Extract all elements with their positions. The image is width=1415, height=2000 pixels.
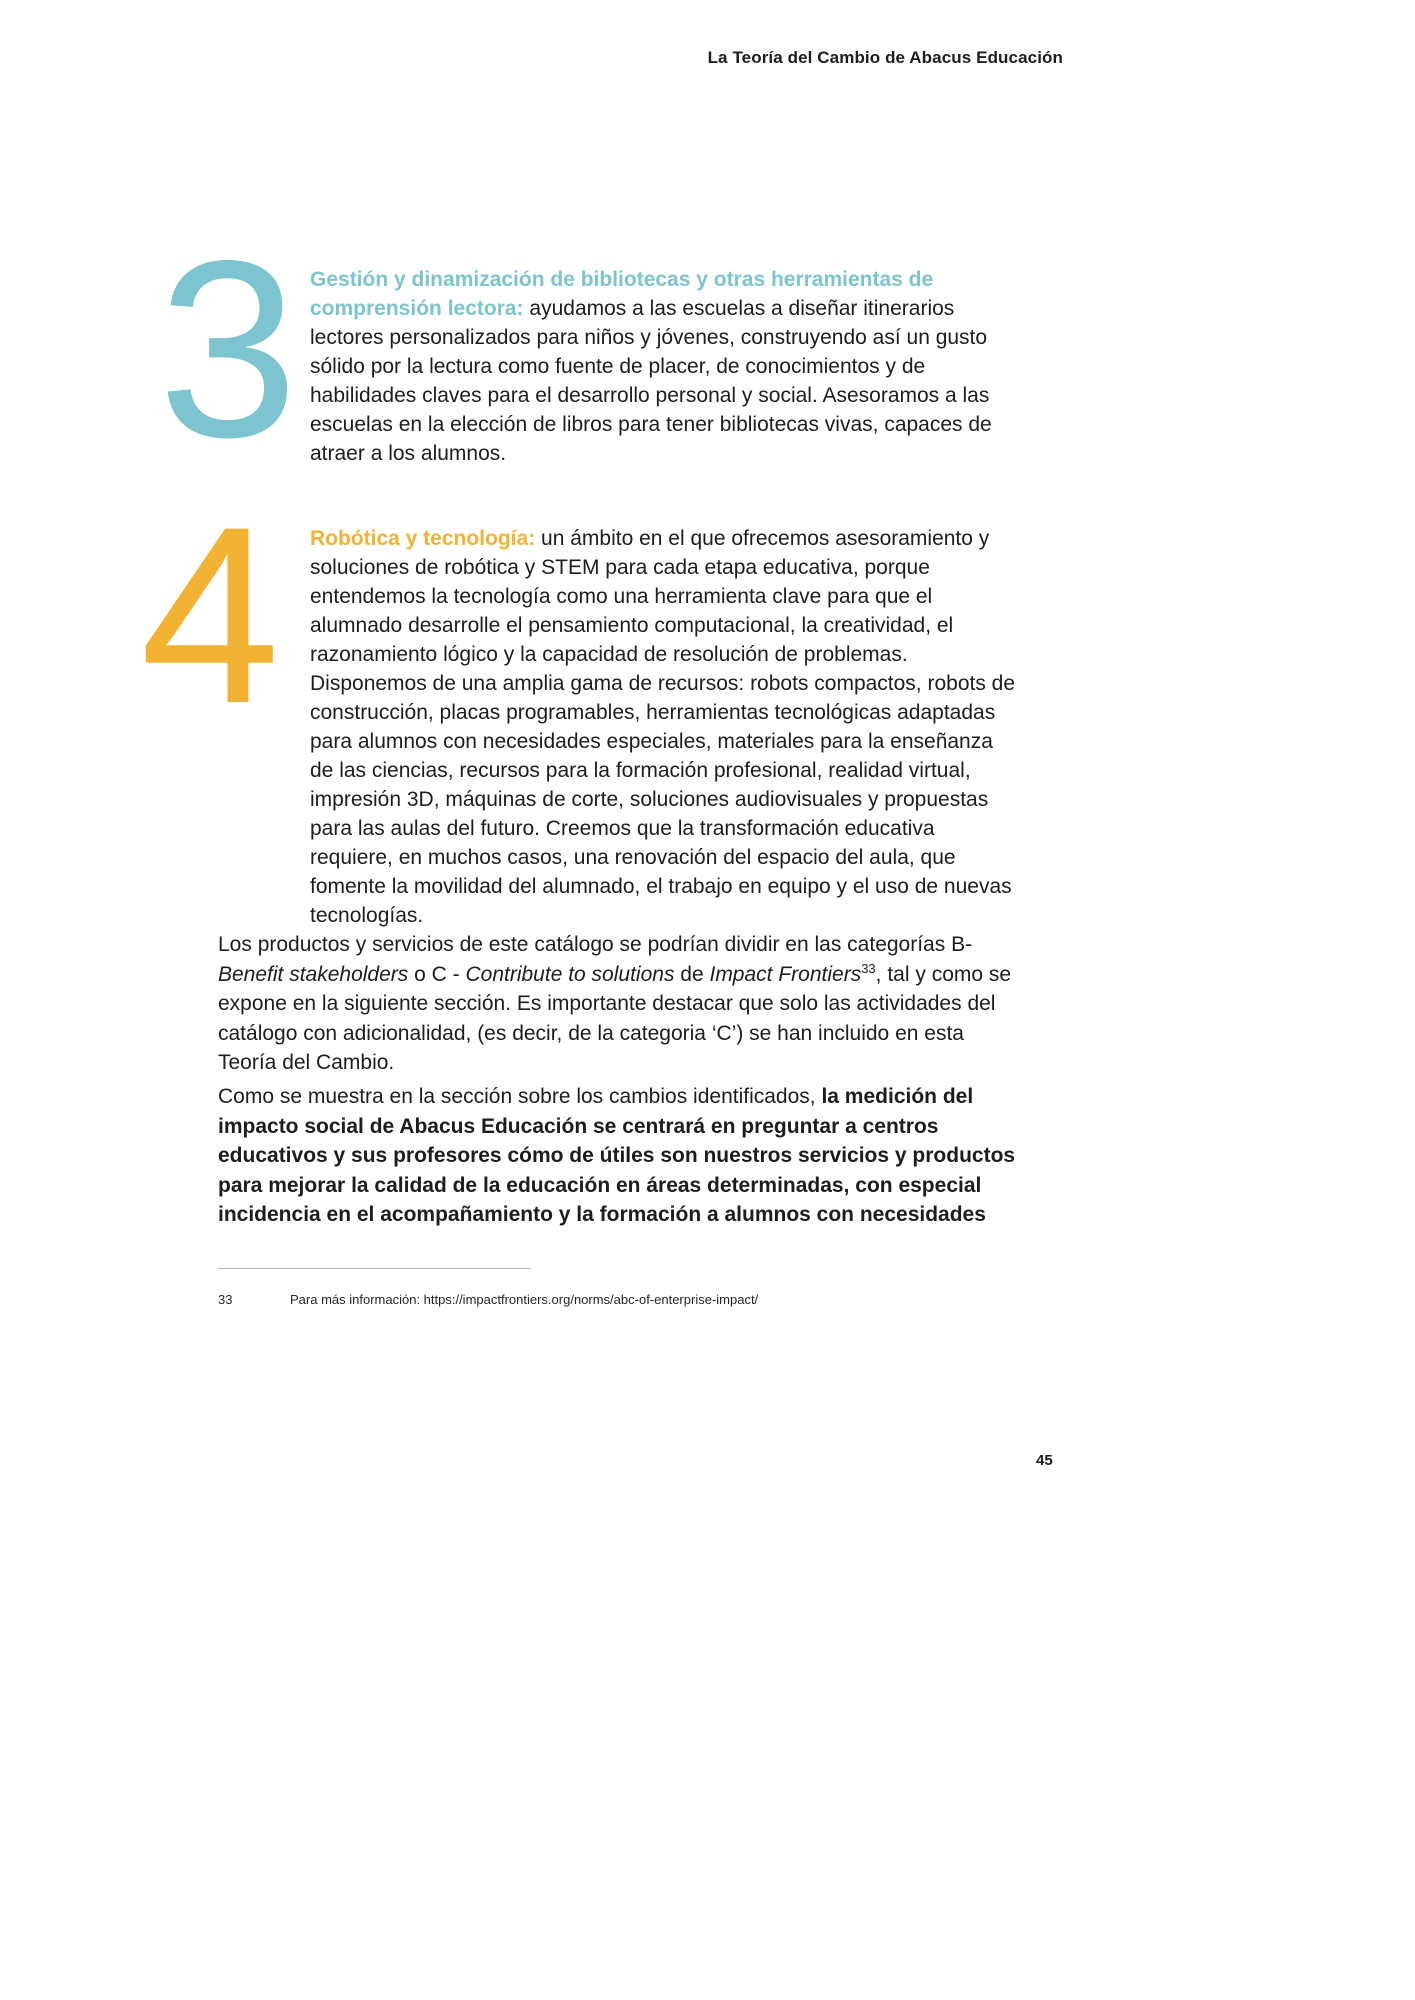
bold-measurement-statement: la medición del impacto social de Abacus Educación se centrará en preguntar a centros educativos y sus profesores cómo de útiles son nuestros servicios y productos para mejorar la calidad de la educación en áreas determinadas, con especial incidencia en el acompañamiento y la formación a alumnos con necesidades [218,1085,1016,1226]
italic-impact-frontiers: Impact Frontiers [709,962,862,986]
paragraph-text: de [674,962,710,986]
paragraph-measurement [218,1082,1018,1230]
paragraph-text: Como se muestra en la sección sobre los cambios identificados, [218,1085,822,1108]
section-3-heading: Gestión y dinamización de bibliotecas y otras herramientas de comprensión lectora: [310,268,934,320]
section-3-number: 3 [158,209,299,490]
paragraph-text: Los productos y servicios de este catálogo se podrían dividir en las categorías B- [218,933,973,956]
section-3-text [310,265,1016,468]
footnote-reference: 33 [861,960,876,976]
section-4-text [310,524,1016,930]
page-header: La Teoría del Cambio de Abacus Educación [707,48,1063,67]
page-number: 45 [1036,1452,1053,1469]
paragraph-categories [218,930,1018,1078]
section-3-body: ayudamos a las escuelas a diseñar itinerarios lectores personalizados para niños y jóvenes, construyendo así un gusto sólido por la lectura como fuente de placer, de conocimientos y de habilidades claves para el desarrollo personal y social. Asesoramos a las escuelas en la elección de libros para tener bibliotecas vivas, capaces de atraer a los alumnos. [310,297,992,465]
section-4-body: un ámbito en el que ofrecemos asesoramiento y soluciones de robótica y STEM para cada etapa educativa, porque entendemos la tecnología como una herramienta clave para que el alumnado desarrolle el pensamiento computacional, la creatividad, el razonamiento lógico y la capacidad de resolución de problemas. Disponemos de una amplia gama de recursos: robots compactos, robots de construcción, placas programables, herramientas tecnológicas adaptadas para alumnos con necesidades especiales, materiales para la enseñanza de las ciencias, recursos para la formación profesional, realidad virtual, impresión 3D, máquinas de corte, soluciones audiovisuales y propuestas para las aulas del futuro. Creemos que la transformación educativa requiere, en muchos casos, una renovación del espacio del aula, que fomente la movilidad del alumnado, el trabajo en equipo y el uso de nuevas tecnologías. [310,527,1016,927]
footnote-divider [218,1268,531,1269]
paragraph-text: , tal y como se expone en la siguiente sección. Es importante destacar que solo las actividades del catálogo con adicionalidad, (es decir, de la categoria ‘C’) se han incluido en esta Teoría del Cambio. [218,962,1012,1074]
italic-contribute-to-solutions: Contribute to solutions [465,962,675,986]
footnote-text: Para más información: https://impactfrontiers.org/norms/abc-of-enterprise-impact/ [290,1292,759,1307]
italic-benefit-stakeholders: Benefit stakeholders [218,962,409,986]
section-4-heading: Robótica y tecnología: [310,527,536,550]
footnote-number: 33 [218,1292,233,1307]
section-4-number: 4 [140,475,281,756]
footnote [218,1292,758,1307]
paragraph-text: o C - [408,962,466,986]
